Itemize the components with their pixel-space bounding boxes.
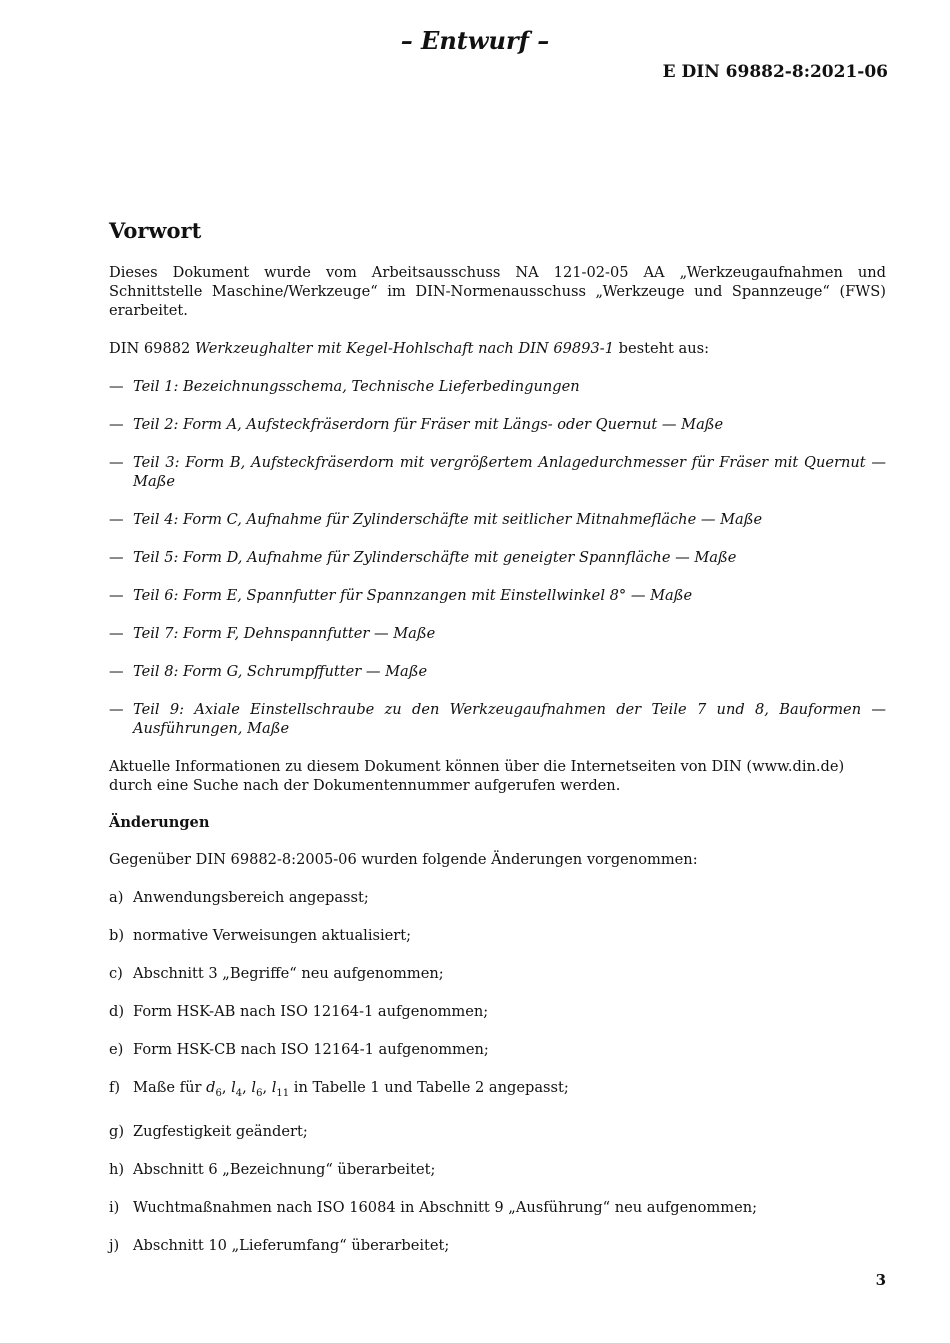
dash-marker: — [109, 549, 124, 566]
list-item [109, 510, 886, 529]
change-text-pre: Maße für [133, 1079, 202, 1096]
list-item [109, 415, 886, 434]
list-marker: c) [109, 965, 123, 982]
change-text: Maße für $d_6$, $l_4$, $l_6$, $l_{11}$ in Tabelle 1 und Tabelle 2 angepasst; [133, 1079, 569, 1099]
changes-intro: Gegenüber DIN 69882-8:2005-06 wurden folgende Änderungen vorgenommen: [109, 851, 698, 868]
dash-marker: — [109, 416, 124, 433]
part-text: Teil 8: Form G, Schrumpffutter — Maße [133, 663, 428, 680]
document-id: E DIN 69882-8:2021-06 [662, 62, 888, 82]
part-text: Teil 3: Form B, Aufsteckfräserdorn mit vergrößertem Anlagedurchmesser für Fräser mit Quernut — Maße [133, 454, 886, 490]
part-text: Teil 4: Form C, Aufnahme für Zylinderschäfte mit seitlicher Mitnahmefläche — Maße [133, 511, 763, 528]
dash-marker: — [109, 701, 124, 718]
changes-heading: Änderungen [109, 814, 210, 831]
symbol: l [251, 1079, 257, 1096]
list-marker: d) [109, 1003, 125, 1020]
parts-list [109, 377, 886, 738]
intro-paragraph: Dieses Dokument wurde vom Arbeitsausschuss NA 121-02-05 AA „Werkzeugaufnahmen und Schnittstelle Maschine/Werkzeuge“ im DIN-Normenausschuss „Werkzeuge und Spannzeuge“ (FWS) erarbeitet. [109, 264, 886, 319]
symbol: l [231, 1079, 236, 1096]
change-text: Form HSK-AB nach ISO 12164-1 aufgenommen; [133, 1003, 489, 1020]
list-item [109, 377, 886, 396]
part-text: Teil 6: Form E, Spannfutter für Spannzangen mit Einstellwinkel 8° — Maße [133, 587, 693, 604]
change-text: Zugfestigkeit geändert; [133, 1122, 308, 1140]
list-marker: b) [109, 927, 125, 944]
change-text: Abschnitt 6 „Bezeichnung“ überarbeitet; [133, 1160, 436, 1178]
part-text: Teil 2: Form A, Aufsteckfräserdorn für Fräser mit Längs- oder Quernut — Maße [133, 416, 724, 433]
list-item [109, 1078, 886, 1103]
list-item [109, 586, 886, 605]
list-marker: e) [109, 1041, 124, 1058]
symbol-subscript: 4 [235, 1087, 243, 1099]
list-item [109, 1122, 886, 1141]
list-item [109, 1040, 886, 1059]
symbol-subscript: 6 [256, 1087, 263, 1099]
dash-marker: — [109, 511, 124, 528]
change-text: Abschnitt 10 „Lieferumfang“ überarbeitet; [133, 1236, 450, 1254]
list-item [109, 1002, 886, 1021]
dash-marker: — [109, 587, 124, 604]
series-prefix: DIN 69882 [109, 340, 191, 357]
part-text: Teil 9: Axiale Einstellschraube zu den Werkzeugaufnahmen der Teile 7 und 8, Bauformen — Ausführungen, Maße [133, 701, 886, 737]
symbol-subscript: 6 [215, 1087, 222, 1099]
symbol-subscript: 11 [276, 1087, 290, 1099]
draft-label: – Entwurf – [400, 26, 550, 55]
series-title: Werkzeughalter mit Kegel-Hohlschaft nach DIN 69893-1 [194, 340, 614, 357]
list-item [109, 926, 886, 945]
info-paragraph: Aktuelle Informationen zu diesem Dokument können über die Internetseiten von DIN (www.din.de) durch eine Suche nach der Dokumentennummer aufgerufen werden. [109, 758, 845, 794]
section-title: Vorwort [109, 218, 202, 243]
list-item [109, 1236, 886, 1255]
list-marker: f) [109, 1079, 121, 1096]
list-marker: i) [109, 1198, 120, 1216]
dash-marker: — [109, 625, 124, 642]
change-text: Wuchtmaßnahmen nach ISO 16084 in Abschnitt 9 „Ausführung“ neu aufgenommen; [133, 1198, 758, 1216]
list-item [109, 453, 886, 491]
list-item [109, 548, 886, 567]
symbol: d [206, 1079, 216, 1096]
changes-list [109, 888, 886, 1255]
list-marker: h) [109, 1160, 125, 1178]
list-item [109, 964, 886, 983]
series-suffix: besteht aus: [618, 340, 710, 357]
change-text: Form HSK-CB nach ISO 12164-1 aufgenommen; [133, 1041, 489, 1058]
change-text: Anwendungsbereich angepasst; [133, 889, 369, 906]
part-text: Teil 1: Bezeichnungsschema, Technische Lieferbedingungen [133, 378, 580, 395]
list-item [109, 1198, 886, 1217]
dash-marker: — [109, 663, 124, 680]
part-text: Teil 5: Form D, Aufnahme für Zylinderschäfte mit geneigter Spannfläche — Maße [133, 549, 737, 566]
change-text: normative Verweisungen aktualisiert; [133, 927, 412, 944]
series-paragraph [109, 339, 886, 358]
change-text: Abschnitt 3 „Begriffe“ neu aufgenommen; [133, 965, 444, 982]
page-number: 3 [875, 1271, 886, 1289]
symbol: l [271, 1079, 277, 1096]
dash-marker: — [109, 378, 124, 395]
part-text: Teil 7: Form F, Dehnspannfutter — Maße [133, 625, 436, 642]
list-marker: a) [109, 889, 124, 906]
change-text-post: in Tabelle 1 und Tabelle 2 angepasst; [293, 1079, 569, 1096]
list-item [109, 700, 886, 738]
list-item [109, 662, 886, 681]
list-item [109, 1160, 886, 1179]
list-item [109, 624, 886, 643]
list-marker: j) [109, 1236, 120, 1254]
list-marker: g) [109, 1122, 125, 1140]
dash-marker: — [109, 454, 124, 471]
list-item [109, 888, 886, 907]
page-content [109, 218, 886, 1274]
